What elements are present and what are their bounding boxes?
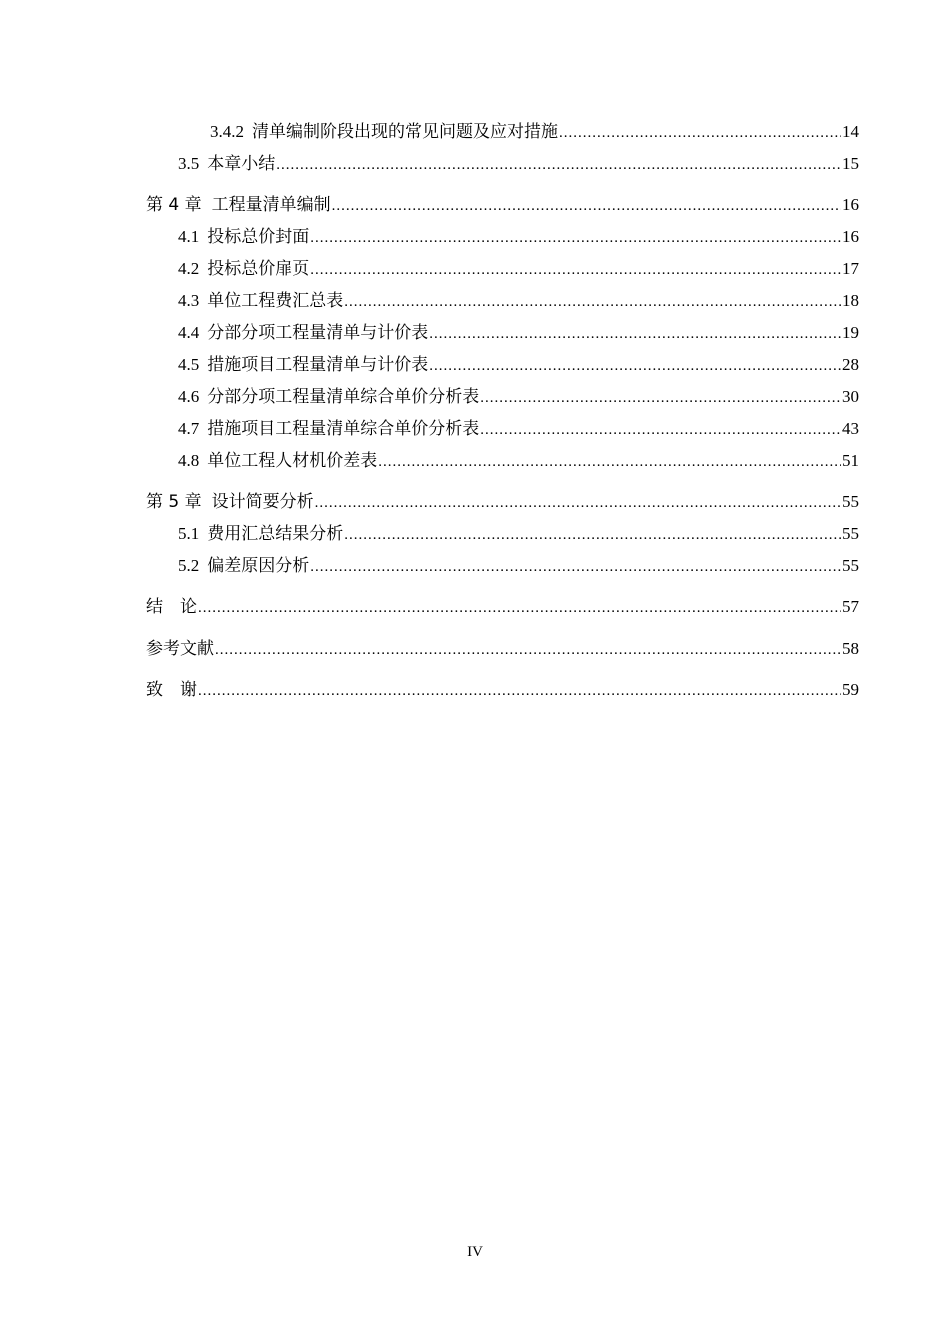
toc-entry-title: 分部分项工程量清单与计价表 (207, 323, 429, 342)
toc-entry-page: 19 (842, 323, 859, 342)
toc-entry-page: 18 (842, 291, 859, 310)
toc-leader-dots (480, 419, 841, 441)
toc-entry-title: 本章小结 (207, 154, 276, 173)
toc-leader-dots (344, 524, 841, 546)
toc-entry-4-3[interactable] (178, 290, 859, 313)
toc-entry-title: 清单编制阶段出现的常见问题及应对措施 (252, 122, 558, 141)
toc-entry-references[interactable] (146, 638, 859, 661)
toc-entry-number: 4.4 (178, 323, 200, 342)
toc-entry-title: 投标总价封面 (207, 227, 310, 246)
toc-entry-4-4[interactable] (178, 322, 859, 345)
toc-entry-number: 3.4.2 (210, 122, 244, 141)
toc-entry-title: 结 论 (146, 597, 197, 617)
toc-leader-dots (315, 492, 841, 514)
toc-leader-dots (344, 291, 841, 313)
toc-leader-dots (276, 154, 841, 176)
toc-entry-title: 措施项目工程量清单综合单价分析表 (207, 419, 480, 438)
toc-leader-dots (198, 680, 841, 702)
toc-entry-page: 28 (842, 355, 859, 374)
toc-leader-dots (198, 597, 841, 619)
toc-leader-dots (559, 122, 841, 144)
toc-entry-page: 55 (842, 556, 859, 575)
toc-leader-dots (310, 227, 841, 249)
toc-entry-title: 单位工程人材机价差表 (207, 451, 378, 470)
toc-entry-number: 第 5 章 (146, 492, 202, 512)
toc-entry-4-5[interactable] (178, 354, 859, 377)
toc-entry-page: 15 (842, 154, 859, 173)
toc-leader-dots (429, 355, 841, 377)
page-footer (0, 1242, 950, 1262)
toc-entry-number: 5.2 (178, 556, 200, 575)
toc-entry-number: 4.6 (178, 387, 200, 406)
toc-entry-3-5[interactable] (178, 153, 859, 176)
toc-entry-page: 16 (842, 195, 859, 214)
page-number: IV (467, 1244, 483, 1260)
toc-entry-title: 投标总价扉页 (207, 259, 310, 278)
toc-entry-title: 单位工程费汇总表 (207, 291, 344, 310)
toc-entry-page: 43 (842, 419, 859, 438)
toc-entry-page: 51 (842, 451, 859, 470)
toc-entry-number: 4.8 (178, 451, 200, 470)
toc-leader-dots (378, 451, 841, 473)
toc-entry-title: 分部分项工程量清单综合单价分析表 (207, 387, 480, 406)
toc-leader-dots (310, 259, 841, 281)
toc-entry-number: 4.5 (178, 355, 200, 374)
toc-entry-title: 措施项目工程量清单与计价表 (207, 355, 429, 374)
toc-entry-5-2[interactable] (178, 555, 859, 578)
toc-entry-page: 17 (842, 259, 859, 278)
toc-entry-title: 致 谢 (146, 680, 197, 700)
toc-leader-dots (215, 639, 841, 661)
toc-entry-title: 工程量清单编制 (211, 195, 331, 215)
toc-entry-number: 4.1 (178, 227, 200, 246)
toc-entry-number: 第 4 章 (146, 195, 202, 215)
toc-entry-number: 4.3 (178, 291, 200, 310)
toc-entry-page: 55 (842, 492, 859, 511)
toc-entry-number: 5.1 (178, 524, 200, 543)
toc-leader-dots (480, 387, 841, 409)
toc-entry-page: 30 (842, 387, 859, 406)
toc-entry-5-1[interactable] (178, 523, 859, 546)
toc-entry-chapter-4[interactable] (146, 194, 859, 217)
toc-entry-page: 58 (842, 639, 859, 658)
toc-entry-conclusion[interactable] (146, 596, 859, 619)
toc-entry-page: 59 (842, 680, 859, 699)
toc-entry-4-6[interactable] (178, 386, 859, 409)
toc-leader-dots (332, 195, 841, 217)
toc-entry-title: 偏差原因分析 (207, 556, 310, 575)
toc-entry-number: 4.7 (178, 419, 200, 438)
toc-entry-page: 57 (842, 597, 859, 616)
toc-entry-3-4-2[interactable] (210, 121, 859, 144)
toc-entry-chapter-5[interactable] (146, 491, 859, 514)
toc-entry-number: 4.2 (178, 259, 200, 278)
toc-leader-dots (429, 323, 841, 345)
toc-entry-title: 参考文献 (146, 639, 214, 659)
toc-entry-page: 16 (842, 227, 859, 246)
toc-leader-dots (310, 556, 841, 578)
toc-entry-title: 设计简要分析 (211, 492, 314, 512)
toc-entry-title: 费用汇总结果分析 (207, 524, 344, 543)
toc-entry-page: 14 (842, 122, 859, 141)
toc-entry-number: 3.5 (178, 154, 200, 173)
toc-entry-4-7[interactable] (178, 418, 859, 441)
toc-entry-page: 55 (842, 524, 859, 543)
toc-entry-4-2[interactable] (178, 258, 859, 281)
toc-entry-4-1[interactable] (178, 226, 859, 249)
toc-entry-acknowledgements[interactable] (146, 679, 859, 702)
toc-entry-4-8[interactable] (178, 450, 859, 473)
